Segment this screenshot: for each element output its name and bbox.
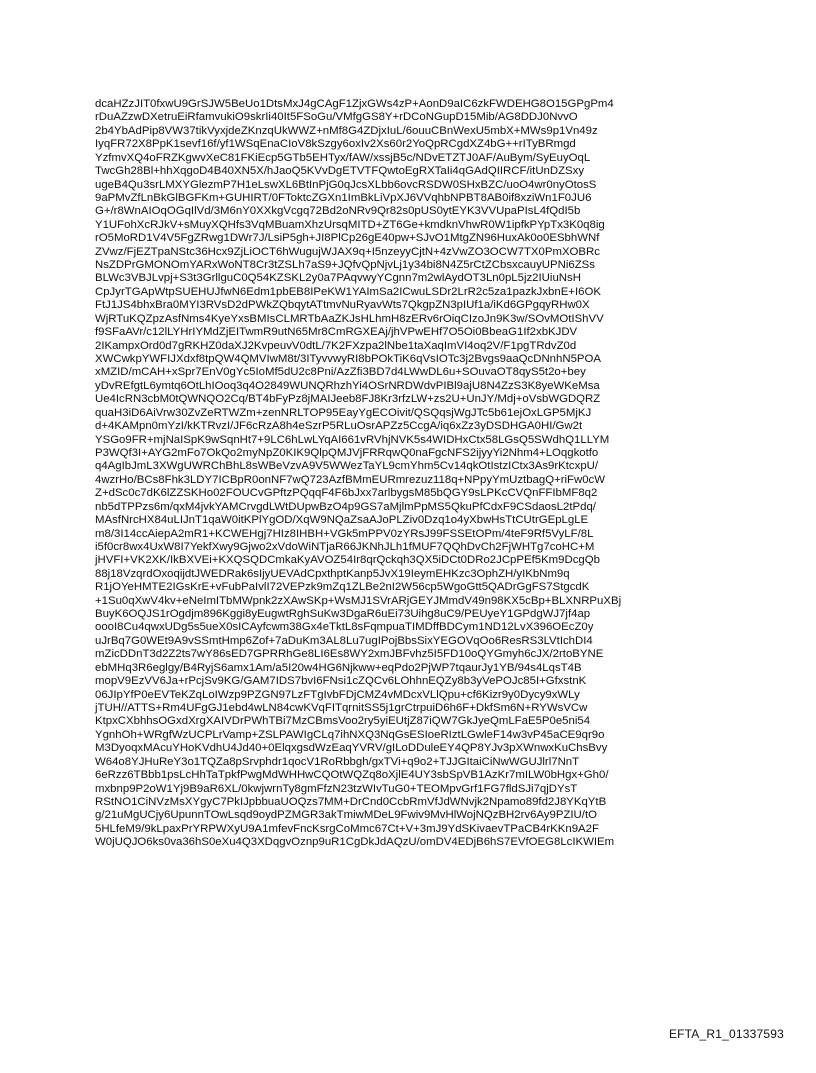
encoded-text-line: MAsfNrcHX84uLIJnT1qaW0itKPlYgOD/XqW9NQaZsaAJoPLZiv0Dzq1o4yXbwHsTtCUtrGEpLgLE	[95, 514, 589, 527]
encoded-text-line: R1jOYeHMTE2IGsKrE+vFubPaIvlI72VEPzk9mZq1ZLBe2nI2W56cp5WgoGtt5QADrGgFS7StgcdK	[95, 581, 590, 594]
encoded-text-block	[95, 98, 735, 850]
encoded-text-line: 06JIpYfP0eEVTeKZqLoIWzp9PZGN97LzFTgIvbFDjCMZ4vMDcxVLlQpu+cf6Kizr9y0Dycy9xWLy	[95, 688, 580, 701]
encoded-text-line: IyqFR72X8PpK1sevf16f/yf1WSqEnaCIoV8kSzgy6oxIv2Xs60r2YoQpRCgdXZ4bG++rITyBRmgd	[95, 138, 576, 151]
encoded-text-line: nb5dTPPzs6m/qxM4jvkYAMCrvgdLWtDUpwBzO4p9GS7aMjlmPpMS5QkuPfCdxF9CSdaosL2tPdq/	[95, 500, 596, 513]
encoded-text-line: YgnhOh+WRgfWzUCPLrVamp+ZSLPAWIgCLq7ihNXQ3NqGsESIoeRIztLGwleF14w3vP45aCE9qr9o	[95, 728, 605, 741]
encoded-text-line: 2IKampxOrd0d7gRKHZ0daXJ2KvpeuvV0dtL/7K2FXzpa2lNbe1taXaqImVI4oq2V/F1pgTRdvZ0d	[95, 339, 577, 352]
encoded-text-line: jTUH//ATTS+Rm4UFgGJ1ebd4wLN84cwKVqFITqrnitSS5j1grCtrpuiD6h6F+DkfSm6N+RYWsVCw	[95, 701, 588, 714]
encoded-text-line: KtpxCXbhhsOGxdXrgXAIVDrPWhTBi7MzCBmsVoo2ry5yiEUtjZ87iQW7GkJyeQmLFaE5P0e5ni54	[95, 715, 591, 728]
encoded-text-line: m8/3I14ccAiepA2mR1+KCWEHgj7HIz8IHBH+VGk5mPPV0zYRsJ99FSSEtOPm/4teF9Rf5VyLF/8L	[95, 527, 594, 540]
encoded-text-line: rO5MoRD1V4V5FgZRwg1DWr7J/LsiP5gh+JI8PlCp26gE40pw+SJvO1MtgZN96HuxAk0o0ESbhWNf	[95, 232, 600, 245]
encoded-text-line: 6eRzz6TBbb1psLcHhTaTpkfPwgMdWHHwCQOtWQZq8oXjlE4UY3sbSpVB1AzKr7mILW0bHgx+Gh0/	[95, 769, 609, 782]
encoded-text-line: mZicDDnT3d2Z2ts7wY86sED7GPRRhGe8LI6Es8WY2xmJBFvhz5I5FD10oQYGmyh6cJX/2rtoBYNE	[95, 648, 604, 661]
encoded-text-line: P3WQf3I+AYG2mFo7OkQo2myNpZ0KIK9QlpQMJVjFRRqwQ0naFgcNFS2ijyyYi2Nhm4+LOqgkotfo	[95, 446, 599, 459]
encoded-text-line: i5f0cr8wx4UxW8I7YekfXwy9Gjwo2xVdoWiNTjaR66JKNhJLh1fMUF7QQhDvCh2FjWHTg7coHC+M	[95, 540, 595, 553]
encoded-text-line: jHVFI+VK2XK/IkBXVEi+KXQSQDCmkaKyAVOZ54Ir8qrQckqh3QX5iDCt0DRo2JCpPEf5Km9DcgQb	[95, 554, 600, 567]
encoded-text-line: NsZDPrGMONOmYARxWoNT8Cr3tZSLh7aS9+JQfvQpNjvLj1y34bi8N4Z5rCtZCbsxcauyUPNi6ZSs	[95, 259, 595, 272]
encoded-text-line: rDuAZzwDXetruEiRfamvukiO9skrIi40It5FSoGu/VMfgGS8Y+rDCoNGupD15Mib/AG8DDJ0NvvO	[95, 111, 578, 124]
encoded-text-line: W64o8YJHuReY3o1TQZa8pSrvphdr1qocV1RoRbbgh/gxTVi+q9o2+TJJGItaiCiNwWGUJlrl7NnT	[95, 755, 580, 768]
encoded-text-line: G+/r8WnAIOqOGqIlVd/3M6nY0XXkgVcgq72Bd2oNRv9Qr82s0pUS0ytEYK3VVUpaPIsL4fQdI5b	[95, 205, 581, 218]
encoded-text-line: oooI8Cu4qwxUDg5s5ueX0sICAyfcwm38Gx4eTktL8sFqmpuaTIMDffBDCym1ND12LvX396OEcZ0y	[95, 621, 594, 634]
encoded-text-line: q4AgIbJmL3XWgUWRChBhL8sWBeVzvA9V5WWezTaYL9cmYhm5Cv14qkOtIstzICtx3As9rKtcxpU/	[95, 460, 599, 473]
document-id-footer: EFTA_R1_01337593	[668, 1027, 784, 1041]
encoded-text-line: RStNO1CiNVzMsXYgyC7PkIJpbbuaUOQzs7MM+DrCnd0CcbRmVfJdWNvjk2Npamo89fd2J8YKqYtB	[95, 795, 607, 808]
encoded-text-line: YzfmvXQ4oFRZKgwvXeC81FKiEcp5GTb5EHTyx/fAW/xssjB5c/NDvETZTJ0AF/AuBym/SyEuyOqL	[95, 151, 591, 164]
encoded-text-line: ZVwz/FjEZTpaNStc36Hcx9ZjLiOCT6hWugujWJAX9q+I5nzeyyCjtN+4zVwZO3OCW7TX0PmXOBRc	[95, 245, 600, 258]
encoded-text-line: +1Su0qXwV4kv+eNeImITbMWpnk2zXAwSKp+WsMJ1SVrARjGEYJMmdV49n98KX5cBp+BLXNRPuXBj	[95, 594, 622, 607]
encoded-text-line: mxbnp9P2oW1Yj9B9aR6XL/0kwjwrnTy8gmFfzN23tzWIvTuG0+TEOMpvGrf1FG7fldSJi7qjDYsT	[95, 782, 578, 795]
encoded-text-line: g/21uMgUCjy6UpunnTOwLsqd9oydPZMGR3akTmiwMDeL9Fwiv9MvHlWojNQzBH2rv6Ay9PZIU/tO	[95, 809, 597, 822]
encoded-text-line: CpJyrTGApWtpSUEHUJfwN6Edm1pbEB8IPeKW1YAImSa2ICwuLSDr2LrR2c5za1pazkJxbnE+I6OK	[95, 285, 601, 298]
encoded-text-line: f9SFaAVr/c12lLYHrIYMdZjEITwmR9utN65Mr8CmRGXEAj/jhVPwEHf7O5Oi0BbeaG1If2xbKJDV	[95, 326, 578, 339]
encoded-text-line: Ue4IcRN3cbM0tQWNQO2Cq/BT4bFyPz8jMAIJeeb8FJ8Kr3rfzLW+zs2U+UnJY/Mdj+oVsbWGDQRZ	[95, 393, 601, 406]
encoded-text-line: dcaHZzJIT0fxwU9GrSJW5BeUo1DtsMxJ4gCAgF1ZjxGWs4zP+AonD9aIC6zkFWDEHG8O15GPgPm4	[95, 98, 614, 110]
encoded-text-line: xMZID/mCAH+xSpr7EnV0gYc5IoMf5dU2c8Pni/AzZfi3BD7d4LWwDL6u+SOuvaOT8qyS5t2o+bey	[95, 366, 586, 379]
encoded-text-line: 88j18VzqrdOxoqijdtJWEDRak6sIjyUEVAdCpxthptKanp5JvX19IeymEHKzc3OphZH/yIKbNm9q	[95, 567, 570, 580]
encoded-text-line: Z+dSc0c7dK6lZZSKHo02FOUCvGPftzPQqqF4F6bJxx7arlbygsM85bQGY9sLPKcCVQnFFIbMF8q2	[95, 487, 598, 500]
encoded-text-line: 4wzrHo/BCs8Fhk3LDY7ICBpR0onNF7wQ723AzfBMmEURmrezuz118q+NPpyYmUztbagQ+riFw0cW	[95, 473, 606, 486]
encoded-text-line: quaH3iD6AiVrw30ZvZeRTWZm+zenNRLTOP95EayYgECOivit/QSQqsjWgJTc5b61ejOxLGP5MjKJ	[95, 406, 592, 419]
encoded-text-line: 5HLfeM9/9kLpaxPrYRPWXyU9A1mfevFncKsrgCoMmc67Ct+V+3mJ9YdSKivaevTPaCB4rKKn9A2F	[95, 822, 599, 835]
encoded-text-line: 2b4YbAdPip8VW37tikVyxjdeZKnzqUkWWZ+nMf8G4ZDjxIuL/6ouuCBnWexU5mbX+MWs9p1Vn49z	[95, 124, 598, 137]
encoded-text-line: TwcGh28Bl+hhXqgoD4B40XN5X/hJaoQ5KVvDgETVTFQwtoEgRXTaIi4qGAdQIIRCF/itUnDZSxy	[95, 165, 585, 178]
encoded-text-line: mopV9EzVV6Ja+rPcjSv9KG/GAM7IDS7bvI6FNsi1cZQCv6LOhhnEQZy8b3yVePOJc85I+GfxstnK	[95, 675, 587, 688]
encoded-text-line: ugeB4Qu3srLMXYGlezmP7H1eLswXL6BtInPjG0qJcsXLbb6ovcRSDW0SHxBZC/uoO4wr0nyOtosS	[95, 178, 597, 191]
encoded-text-line: Y1UFohXcRJkV+sMuyXQHfs3VqMBuamXhzUrsqMITD+ZT6Ge+kmdknVhwR0W1ipfkPYpTx3K0q8ig	[95, 218, 605, 231]
encoded-text-line: YSGo9FR+mjNaISpK9wSqnHt7+9LC6hLwLYqAI661vRVhjNVK5s4WIDHxCtx58LGsQ5SWdhQ1LLYM	[95, 433, 610, 446]
encoded-text-line: W0jUQJO6ks0va36hS0eXu4Q3XDqgvOznp9uR1CgDkJdAQzU/omDV4EDjB6hS7EVfOEG8LcIKWIEm	[95, 836, 615, 849]
encoded-text-line: uJrBq7G0WEt9A9vSSmtHmp6Zof+7aDuKm3AL8Lu7ugIPojBbsSixYEGOVqOo6ResRS3LVtIchDI4	[95, 634, 593, 647]
encoded-text-line: WjRTuKQZpzAsfNms4KyeYxsBMIsCLMRTbAaZKJsHLhmH8zERv6rOiqCIzoJn9K3w/SOvMOtIShVV	[95, 312, 604, 325]
encoded-text-line: yDvREfgtL6ymtq6OtLhIOoq3q4O2849WUNQRhzhYi4OSrNRDWdvPIBl9ajU8N4ZzS3K8yeWKeMsa	[95, 379, 600, 392]
encoded-text-line: ebMHq3R6eglgy/B4RyjS6amx1Am/a5I20w4HG6Njkww+eqPdo2PjWP7tqaurJy1YB/94s4LqsT4B	[95, 661, 582, 674]
encoded-text-line: FtJ1JS4bhxBra0MYI3RVsD2dPWkZQbqytATtmvNuRyavWts7QkgpZN3pIUf1a/iKd6GPgqyRHw0X	[95, 299, 590, 312]
encoded-text-line: BuyK6OQJS1rOgdjm896Kggi8yEugwtRghSuKw3DgaR6uEi73Uihg8uC9/PEUyeY1GPdgWJ7jf4ap	[95, 608, 591, 621]
encoded-text-line: 9aPMvZfLnBkGlBGFKm+GUHIRT/0FToktcZGXn1ImBkLiVpXJ6VVqhbNPBT8AB0if8xziWn1F0JU6	[95, 191, 592, 204]
encoded-text-line: d+4KAMpn0mYzI/kKTRvzI/JF6cRzA8h4eSzrP5RLuOsrAPZz5CcgA/iq6xZz3yDSDHGA0HI/Gw2t	[95, 420, 583, 433]
encoded-text-line: XWCwkpYWFIJXdxf8tpQW4QMVIwM8t/3ITyvvwyRI8bPOkTiK6qVsIOTc3j2Bvgs9aaQcDNnhN5POA	[95, 353, 601, 366]
encoded-text-line: M3DyoqxMAcuYHoKVdhU4Jd40+0ElqxgsdWzEaqYVRV/gILoDDuleEY4QP8YJv3pXWnwxKuChsBvy	[95, 742, 608, 755]
encoded-text-line: BLWc3VBJLvpj+S3t3GrllguC0Q54KZSKL2y0a7PAqvwyYCgnn7m2wlAydOT3Ln0pL5jz2IUiuNsH	[95, 272, 581, 285]
